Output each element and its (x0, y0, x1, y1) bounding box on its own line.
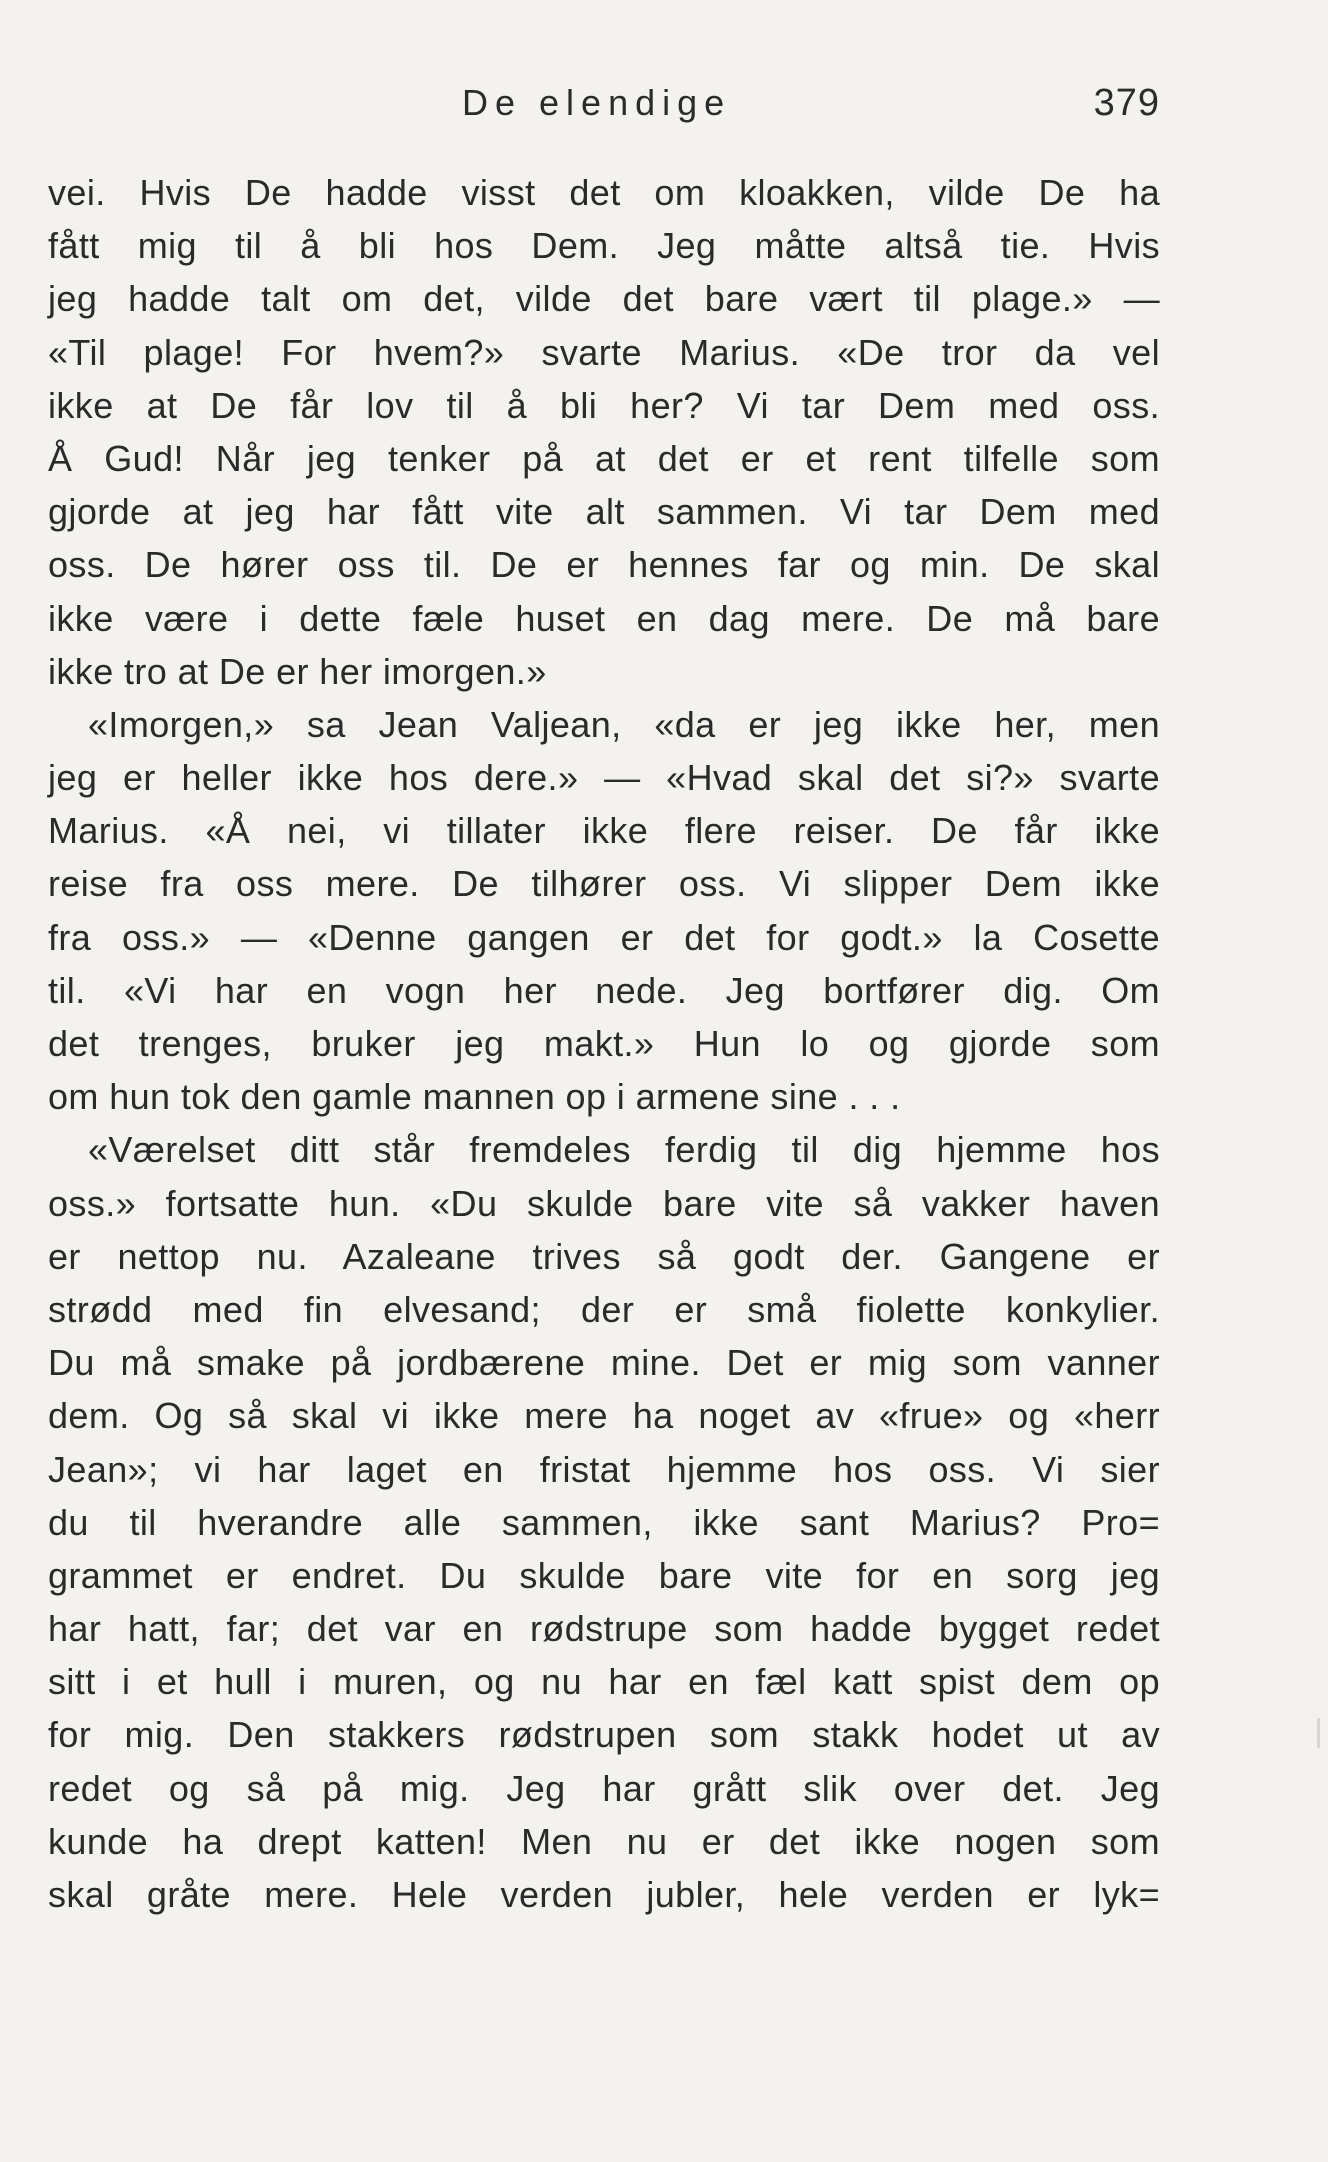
text-line: jeg hadde talt om det, vilde det bare vært til plage.» — (48, 278, 1160, 320)
text-line: gjorde at jeg har fått vite alt sammen. Vi tar Dem med (48, 491, 1160, 533)
text-line: er nettop nu. Azaleane trives så godt der. Gangene er (48, 1235, 1160, 1277)
text-line: ikke at De får lov til å bli her? Vi tar Dem med oss. (48, 384, 1160, 426)
text-line: vei. Hvis De hadde visst det om kloakken, vilde De ha (48, 172, 1160, 213)
page-number: 379 (1093, 82, 1160, 124)
text-line: Marius. «Å nei, vi tillater ikke flere reiser. De får ikke (48, 810, 1160, 852)
text-line: sitt i et hull i muren, og nu har en fæl katt spist dem op (48, 1661, 1160, 1703)
text-line: til. «Vi har en vogn her nede. Jeg bortfører dig. Om (48, 969, 1160, 1011)
text-line: grammet er endret. Du skulde bare vite for en sorg jeg (48, 1554, 1160, 1596)
text-line: reise fra oss mere. De tilhører oss. Vi slipper Dem ikke (48, 863, 1160, 905)
text-line: «Til plage! For hvem?» svarte Marius. «De tror da vel (48, 331, 1160, 373)
text-line: fra oss.» — «Denne gangen er det for godt.» la Cosette (48, 916, 1160, 958)
text-line: jeg er heller ikke hos dere.» — «Hvad skal det si?» svarte (48, 757, 1160, 799)
text-line: har hatt, far; det var en rødstrupe som hadde bygget redet (48, 1608, 1160, 1650)
margin-mark (1317, 1718, 1320, 1748)
text-line: oss.» fortsatte hun. «Du skulde bare vite så vakker haven (48, 1182, 1160, 1224)
text-line: oss. De hører oss til. De er hennes far og min. De skal (48, 544, 1160, 586)
text-line: Å Gud! Når jeg tenker på at det er et rent tilfelle som (48, 437, 1160, 479)
body-text (48, 166, 1160, 1921)
text-line: for mig. Den stakkers rødstrupen som stakk hodet ut av (48, 1714, 1160, 1756)
text-line: redet og så på mig. Jeg har grått slik over det. Jeg (48, 1767, 1160, 1809)
text-line: «Imorgen,» sa Jean Valjean, «da er jeg ikke her, men (88, 703, 1160, 745)
text-line: kunde ha drept katten! Men nu er det ikke nogen som (48, 1820, 1160, 1862)
text-line: ikke tro at De er her imorgen.» (48, 650, 547, 692)
text-line: Du må smake på jordbærene mine. Det er mig som vanner (48, 1342, 1160, 1384)
text-line: strødd med fin elvesand; der er små fiolette konkylier. (48, 1288, 1160, 1330)
running-title: De elendige (462, 82, 732, 123)
running-head (0, 82, 1328, 142)
text-line: det trenges, bruker jeg makt.» Hun lo og gjorde som (48, 1023, 1160, 1064)
text-line: «Værelset ditt står fremdeles ferdig til dig hjemme hos (88, 1129, 1160, 1171)
text-line: om hun tok den gamle mannen op i armene sine . . . (48, 1076, 901, 1118)
text-line: ikke være i dette fæle huset en dag mere. De må bare (48, 597, 1160, 639)
text-line: dem. Og så skal vi ikke mere ha noget av «frue» og «herr (48, 1395, 1160, 1437)
text-line: skal gråte mere. Hele verden jubler, hele verden er lyk= (48, 1874, 1160, 1915)
text-line: fått mig til å bli hos Dem. Jeg måtte altså tie. Hvis (48, 225, 1160, 267)
text-line: Jean»; vi har laget en fristat hjemme hos oss. Vi sier (48, 1448, 1160, 1490)
text-line: du til hverandre alle sammen, ikke sant Marius? Pro= (48, 1501, 1160, 1543)
